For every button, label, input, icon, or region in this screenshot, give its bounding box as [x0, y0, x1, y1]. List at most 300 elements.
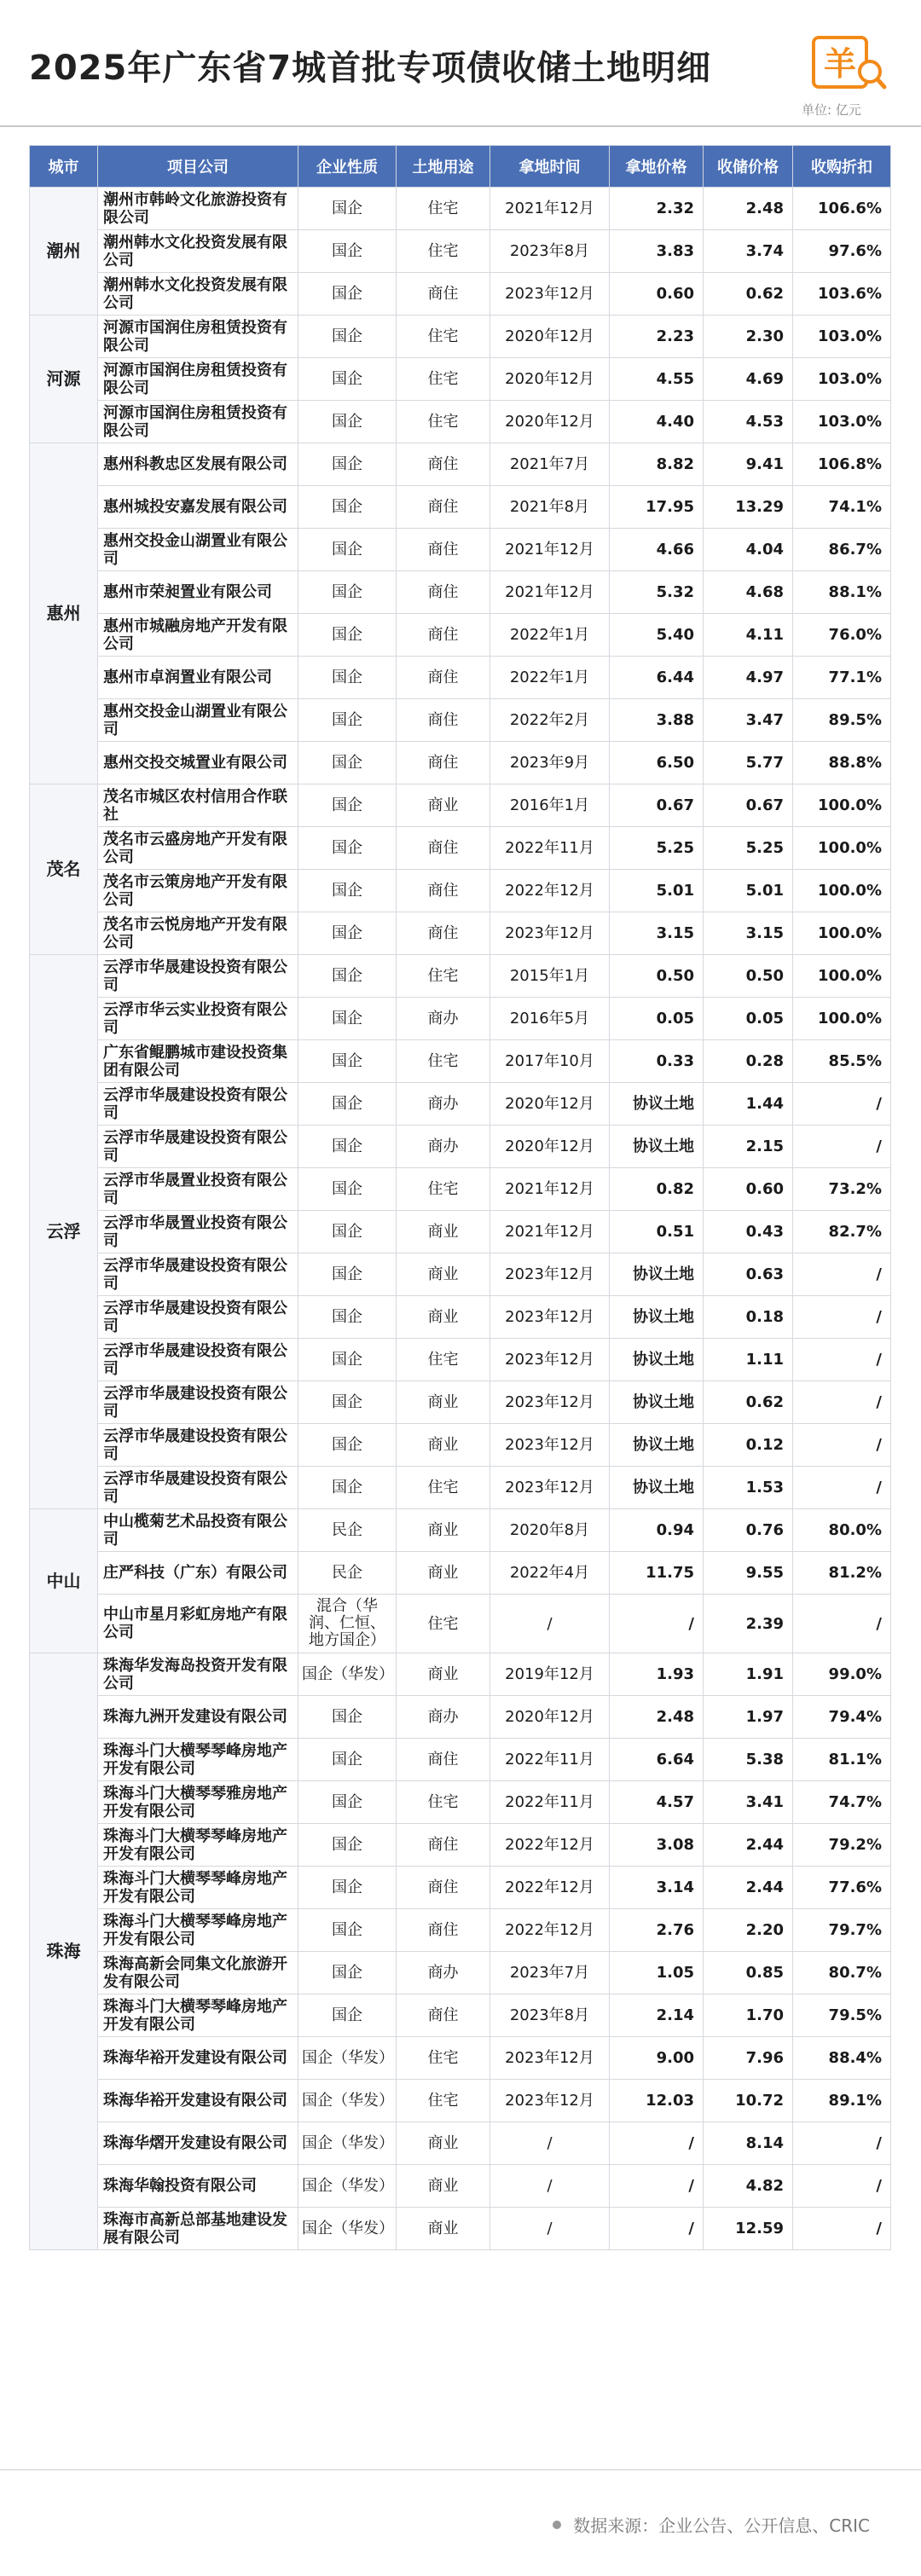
company-cell: 潮州市韩岭文化旅游投资有限公司 — [98, 188, 298, 230]
acquire-price-cell: 1.93 — [610, 1653, 704, 1696]
buyback-price-cell: 2.30 — [704, 315, 793, 358]
buyback-price-cell: 4.97 — [704, 657, 793, 699]
company-cell: 惠州交投交城置业有限公司 — [98, 742, 298, 784]
acquire-price-cell: 6.50 — [610, 742, 704, 784]
table-row — [30, 1083, 891, 1126]
acquire-time-cell: 2020年12月 — [490, 315, 610, 358]
discount-cell: 100.0% — [793, 784, 891, 827]
ownership-cell: 国企 — [298, 1739, 397, 1781]
land-use-cell: 商业 — [397, 1211, 490, 1253]
acquire-price-cell: 0.67 — [610, 784, 704, 827]
discount-cell: / — [793, 2122, 891, 2165]
buyback-price-cell: 0.63 — [704, 1253, 793, 1296]
header-discount: 收购折扣 — [793, 146, 891, 188]
acquire-time-cell: 2020年12月 — [490, 1126, 610, 1168]
company-cell: 云浮市华晟建设投资有限公司 — [98, 1296, 298, 1339]
table-row — [30, 1739, 891, 1781]
discount-cell: 99.0% — [793, 1653, 891, 1696]
land-use-cell: 住宅 — [397, 1595, 490, 1653]
table-row — [30, 443, 891, 486]
acquire-time-cell: 2023年12月 — [490, 1339, 610, 1381]
brand-logo — [810, 34, 887, 94]
acquire-time-cell: 2023年12月 — [490, 1424, 610, 1467]
acquire-price-cell: 0.05 — [610, 998, 704, 1040]
ownership-cell: 国企 — [298, 1424, 397, 1467]
buyback-price-cell: 8.14 — [704, 2122, 793, 2165]
land-use-cell: 商住 — [397, 699, 490, 742]
company-cell: 惠州交投金山湖置业有限公司 — [98, 699, 298, 742]
acquire-price-cell: / — [610, 2165, 704, 2208]
ownership-cell: 国企 — [298, 1467, 397, 1509]
company-cell: 珠海斗门大横琴琴峰房地产开发有限公司 — [98, 1994, 298, 2037]
buyback-price-cell: 1.53 — [704, 1467, 793, 1509]
ownership-cell: 国企（华发） — [298, 2122, 397, 2165]
land-use-cell: 商住 — [397, 529, 490, 571]
acquire-time-cell: 2022年1月 — [490, 657, 610, 699]
company-cell: 云浮市华晟建设投资有限公司 — [98, 1083, 298, 1126]
acquire-time-cell: 2021年7月 — [490, 443, 610, 486]
company-cell: 珠海斗门大横琴琴雅房地产开发有限公司 — [98, 1781, 298, 1824]
discount-cell: / — [793, 1253, 891, 1296]
discount-cell: / — [793, 1424, 891, 1467]
acquire-price-cell: 17.95 — [610, 486, 704, 529]
table-header-row — [30, 146, 891, 188]
land-table — [29, 145, 891, 2250]
table-row — [30, 998, 891, 1040]
acquire-time-cell: 2023年12月 — [490, 273, 610, 315]
discount-cell: 82.7% — [793, 1211, 891, 1253]
discount-cell: / — [793, 1339, 891, 1381]
table-row — [30, 1552, 891, 1595]
land-use-cell: 商住 — [397, 571, 490, 614]
header-acquire-price: 拿地价格 — [610, 146, 704, 188]
table-row — [30, 742, 891, 784]
acquire-time-cell: 2019年12月 — [490, 1653, 610, 1696]
header-acquire-time: 拿地时间 — [490, 146, 610, 188]
company-cell: 茂名市城区农村信用合作联社 — [98, 784, 298, 827]
buyback-price-cell: 2.20 — [704, 1909, 793, 1952]
ownership-cell: 国企 — [298, 699, 397, 742]
acquire-price-cell: 8.82 — [610, 443, 704, 486]
acquire-price-cell: 0.50 — [610, 955, 704, 998]
table-row — [30, 1339, 891, 1381]
acquire-price-cell: / — [610, 2208, 704, 2250]
acquire-time-cell: 2021年12月 — [490, 1211, 610, 1253]
acquire-price-cell: 3.08 — [610, 1824, 704, 1867]
land-use-cell: 商住 — [397, 1824, 490, 1867]
company-cell: 惠州科教忠区发展有限公司 — [98, 443, 298, 486]
ownership-cell: 国企 — [298, 1339, 397, 1381]
discount-cell: 103.6% — [793, 273, 891, 315]
discount-cell: / — [793, 1467, 891, 1509]
buyback-price-cell: 0.62 — [704, 1381, 793, 1424]
ownership-cell: 国企 — [298, 1867, 397, 1909]
table-row — [30, 657, 891, 699]
ownership-cell: 民企 — [298, 1552, 397, 1595]
acquire-time-cell: 2023年12月 — [490, 2080, 610, 2122]
buyback-price-cell: 1.97 — [704, 1696, 793, 1739]
buyback-price-cell: 0.67 — [704, 784, 793, 827]
ownership-cell: 国企 — [298, 571, 397, 614]
company-cell: 珠海华裕开发建设有限公司 — [98, 2080, 298, 2122]
bullet-dot-icon — [553, 2521, 561, 2529]
company-cell: 云浮市华晟建设投资有限公司 — [98, 1424, 298, 1467]
acquire-time-cell: 2022年11月 — [490, 1781, 610, 1824]
discount-cell: 100.0% — [793, 998, 891, 1040]
discount-cell: 103.0% — [793, 358, 891, 401]
land-use-cell: 商办 — [397, 1952, 490, 1994]
discount-cell: 89.1% — [793, 2080, 891, 2122]
table-row — [30, 1653, 891, 1696]
acquire-price-cell: 5.32 — [610, 571, 704, 614]
table-row — [30, 529, 891, 571]
buyback-price-cell: 2.39 — [704, 1595, 793, 1653]
discount-cell: 100.0% — [793, 870, 891, 912]
acquire-time-cell: 2021年12月 — [490, 529, 610, 571]
ownership-cell: 国企（华发） — [298, 1653, 397, 1696]
acquire-price-cell: 协议土地 — [610, 1339, 704, 1381]
buyback-price-cell: 3.15 — [704, 912, 793, 955]
land-use-cell: 住宅 — [397, 2080, 490, 2122]
table-row — [30, 2122, 891, 2165]
company-cell: 珠海市高新总部基地建设发展有限公司 — [98, 2208, 298, 2250]
discount-cell: 88.8% — [793, 742, 891, 784]
discount-cell: 103.0% — [793, 315, 891, 358]
land-use-cell: 住宅 — [397, 955, 490, 998]
buyback-price-cell: 5.38 — [704, 1739, 793, 1781]
buyback-price-cell: 9.41 — [704, 443, 793, 486]
acquire-price-cell: 2.48 — [610, 1696, 704, 1739]
discount-cell: 103.0% — [793, 401, 891, 443]
land-use-cell: 住宅 — [397, 315, 490, 358]
table-row — [30, 912, 891, 955]
discount-cell: 89.5% — [793, 699, 891, 742]
company-cell: 珠海华发海岛投资开发有限公司 — [98, 1653, 298, 1696]
company-cell: 河源市国润住房租赁投资有限公司 — [98, 358, 298, 401]
table-row — [30, 358, 891, 401]
city-cell: 珠海 — [30, 1653, 98, 2250]
acquire-time-cell: 2022年2月 — [490, 699, 610, 742]
acquire-time-cell: 2022年1月 — [490, 614, 610, 657]
acquire-time-cell: 2020年12月 — [490, 1696, 610, 1739]
table-row — [30, 870, 891, 912]
land-use-cell: 住宅 — [397, 230, 490, 273]
land-use-cell: 商业 — [397, 2165, 490, 2208]
discount-cell: 79.4% — [793, 1696, 891, 1739]
ownership-cell: 国企 — [298, 1253, 397, 1296]
table-row — [30, 401, 891, 443]
acquire-time-cell: 2021年8月 — [490, 486, 610, 529]
land-use-cell: 商住 — [397, 1739, 490, 1781]
acquire-time-cell: 2023年12月 — [490, 1253, 610, 1296]
acquire-price-cell: 0.94 — [610, 1509, 704, 1552]
buyback-price-cell: 4.69 — [704, 358, 793, 401]
table-body — [30, 188, 891, 2250]
ownership-cell: 国企（华发） — [298, 2165, 397, 2208]
ownership-cell: 国企 — [298, 486, 397, 529]
land-use-cell: 住宅 — [397, 401, 490, 443]
ownership-cell: 国企 — [298, 401, 397, 443]
company-cell: 云浮市华晟建设投资有限公司 — [98, 1253, 298, 1296]
ownership-cell: 国企 — [298, 657, 397, 699]
city-cell: 惠州 — [30, 443, 98, 784]
discount-cell: 74.1% — [793, 486, 891, 529]
ownership-cell: 国企 — [298, 358, 397, 401]
company-cell: 惠州市城融房地产开发有限公司 — [98, 614, 298, 657]
acquire-time-cell: / — [490, 1595, 610, 1653]
discount-cell: 80.7% — [793, 1952, 891, 1994]
discount-cell: 76.0% — [793, 614, 891, 657]
discount-cell: 100.0% — [793, 827, 891, 870]
company-cell: 珠海九洲开发建设有限公司 — [98, 1696, 298, 1739]
ownership-cell: 国企 — [298, 784, 397, 827]
acquire-price-cell: 4.66 — [610, 529, 704, 571]
acquire-time-cell: 2022年12月 — [490, 1824, 610, 1867]
table-row — [30, 1168, 891, 1211]
discount-cell: 106.6% — [793, 188, 891, 230]
table-row — [30, 1509, 891, 1552]
acquire-price-cell: 0.33 — [610, 1040, 704, 1083]
discount-cell: 100.0% — [793, 912, 891, 955]
land-use-cell: 商住 — [397, 742, 490, 784]
discount-cell: 79.7% — [793, 1909, 891, 1952]
company-cell: 珠海高新会同集文化旅游开发有限公司 — [98, 1952, 298, 1994]
land-use-cell: 商办 — [397, 1126, 490, 1168]
acquire-price-cell: 2.32 — [610, 188, 704, 230]
ownership-cell: 国企 — [298, 1126, 397, 1168]
acquire-time-cell: 2023年12月 — [490, 1296, 610, 1339]
table-row — [30, 315, 891, 358]
company-cell: 庄严科技（广东）有限公司 — [98, 1552, 298, 1595]
table-row — [30, 230, 891, 273]
buyback-price-cell: 4.04 — [704, 529, 793, 571]
city-cell: 云浮 — [30, 955, 98, 1509]
ownership-cell: 国企 — [298, 1696, 397, 1739]
company-cell: 珠海斗门大横琴琴峰房地产开发有限公司 — [98, 1867, 298, 1909]
table-row — [30, 699, 891, 742]
buyback-price-cell: 9.55 — [704, 1552, 793, 1595]
land-use-cell: 住宅 — [397, 1040, 490, 1083]
buyback-price-cell: 0.12 — [704, 1424, 793, 1467]
buyback-price-cell: 1.11 — [704, 1339, 793, 1381]
land-use-cell: 商住 — [397, 1994, 490, 2037]
ownership-cell: 国企 — [298, 1296, 397, 1339]
acquire-time-cell: / — [490, 2122, 610, 2165]
footer-divider — [0, 2469, 921, 2470]
buyback-price-cell: 10.72 — [704, 2080, 793, 2122]
ownership-cell: 国企 — [298, 870, 397, 912]
company-cell: 潮州韩水文化投资发展有限公司 — [98, 273, 298, 315]
acquire-time-cell: 2023年7月 — [490, 1952, 610, 1994]
table-row — [30, 1467, 891, 1509]
buyback-price-cell: 1.70 — [704, 1994, 793, 2037]
acquire-time-cell: 2016年5月 — [490, 998, 610, 1040]
discount-cell: 77.1% — [793, 657, 891, 699]
acquire-price-cell: 4.55 — [610, 358, 704, 401]
acquire-price-cell: 6.44 — [610, 657, 704, 699]
acquire-time-cell: 2021年12月 — [490, 188, 610, 230]
table-row — [30, 188, 891, 230]
acquire-time-cell: 2021年12月 — [490, 1168, 610, 1211]
discount-cell: 88.4% — [793, 2037, 891, 2080]
company-cell: 河源市国润住房租赁投资有限公司 — [98, 401, 298, 443]
land-use-cell: 商办 — [397, 998, 490, 1040]
acquire-time-cell: / — [490, 2165, 610, 2208]
discount-cell: / — [793, 1595, 891, 1653]
ownership-cell: 国企 — [298, 188, 397, 230]
acquire-price-cell: / — [610, 1595, 704, 1653]
acquire-time-cell: 2022年12月 — [490, 1909, 610, 1952]
ownership-cell: 国企 — [298, 912, 397, 955]
buyback-price-cell: 2.48 — [704, 188, 793, 230]
buyback-price-cell: 4.11 — [704, 614, 793, 657]
company-cell: 中山榄菊艺术品投资有限公司 — [98, 1509, 298, 1552]
company-cell: 珠海斗门大横琴琴峰房地产开发有限公司 — [98, 1739, 298, 1781]
table-row — [30, 571, 891, 614]
land-use-cell: 住宅 — [397, 358, 490, 401]
acquire-price-cell: 协议土地 — [610, 1253, 704, 1296]
table-row — [30, 784, 891, 827]
acquire-time-cell: 2022年11月 — [490, 827, 610, 870]
acquire-time-cell: 2023年12月 — [490, 2037, 610, 2080]
acquire-price-cell: 0.82 — [610, 1168, 704, 1211]
ownership-cell: 国企 — [298, 1994, 397, 2037]
city-cell: 潮州 — [30, 188, 98, 315]
discount-cell: 77.6% — [793, 1867, 891, 1909]
company-cell: 珠海斗门大横琴琴峰房地产开发有限公司 — [98, 1909, 298, 1952]
discount-cell: 81.1% — [793, 1739, 891, 1781]
table-row — [30, 2037, 891, 2080]
acquire-time-cell: 2023年12月 — [490, 1381, 610, 1424]
ownership-cell: 国企 — [298, 827, 397, 870]
acquire-time-cell: 2015年1月 — [490, 955, 610, 998]
acquire-price-cell: 0.51 — [610, 1211, 704, 1253]
company-cell: 中山市星月彩虹房地产有限公司 — [98, 1595, 298, 1653]
table-row — [30, 1867, 891, 1909]
table-row — [30, 1696, 891, 1739]
land-use-cell: 商业 — [397, 1509, 490, 1552]
acquire-price-cell: 5.25 — [610, 827, 704, 870]
land-use-cell: 商业 — [397, 784, 490, 827]
acquire-price-cell: 6.64 — [610, 1739, 704, 1781]
discount-cell: 97.6% — [793, 230, 891, 273]
land-use-cell: 商住 — [397, 273, 490, 315]
discount-cell: 79.2% — [793, 1824, 891, 1867]
company-cell: 惠州城投安嘉发展有限公司 — [98, 486, 298, 529]
discount-cell: 74.7% — [793, 1781, 891, 1824]
company-cell: 云浮市华晟建设投资有限公司 — [98, 1467, 298, 1509]
acquire-price-cell: / — [610, 2122, 704, 2165]
company-cell: 惠州交投金山湖置业有限公司 — [98, 529, 298, 571]
acquire-time-cell: 2023年8月 — [490, 230, 610, 273]
acquire-price-cell: 协议土地 — [610, 1381, 704, 1424]
table-row — [30, 1994, 891, 2037]
company-cell: 茂名市云盛房地产开发有限公司 — [98, 827, 298, 870]
table-row — [30, 827, 891, 870]
table-row — [30, 1211, 891, 1253]
acquire-price-cell: 协议土地 — [610, 1083, 704, 1126]
ownership-cell: 国企 — [298, 1211, 397, 1253]
land-use-cell: 商住 — [397, 486, 490, 529]
discount-cell: 81.2% — [793, 1552, 891, 1595]
table-row — [30, 2080, 891, 2122]
acquire-time-cell: 2022年4月 — [490, 1552, 610, 1595]
land-use-cell: 商业 — [397, 1253, 490, 1296]
land-use-cell: 住宅 — [397, 2037, 490, 2080]
ownership-cell: 民企 — [298, 1509, 397, 1552]
discount-cell: / — [793, 1083, 891, 1126]
table-row — [30, 1824, 891, 1867]
header-city: 城市 — [30, 146, 98, 188]
discount-cell: 79.5% — [793, 1994, 891, 2037]
ownership-cell: 国企 — [298, 443, 397, 486]
ownership-cell: 国企 — [298, 1168, 397, 1211]
table-row — [30, 486, 891, 529]
table-row — [30, 955, 891, 998]
land-use-cell: 商住 — [397, 1867, 490, 1909]
acquire-price-cell: 11.75 — [610, 1552, 704, 1595]
acquire-time-cell: 2017年10月 — [490, 1040, 610, 1083]
ownership-cell: 国企 — [298, 614, 397, 657]
acquire-time-cell: 2020年12月 — [490, 358, 610, 401]
ownership-cell: 国企 — [298, 529, 397, 571]
source-note — [553, 2512, 870, 2537]
ownership-cell: 国企 — [298, 1040, 397, 1083]
ownership-cell: 国企 — [298, 998, 397, 1040]
city-cell: 茂名 — [30, 784, 98, 955]
buyback-price-cell: 2.44 — [704, 1824, 793, 1867]
ownership-cell: 国企 — [298, 1781, 397, 1824]
land-use-cell: 商办 — [397, 1083, 490, 1126]
land-use-cell: 商业 — [397, 2122, 490, 2165]
acquire-price-cell: 4.57 — [610, 1781, 704, 1824]
land-use-cell: 住宅 — [397, 1467, 490, 1509]
buyback-price-cell: 0.05 — [704, 998, 793, 1040]
acquire-price-cell: 3.15 — [610, 912, 704, 955]
buyback-price-cell: 0.43 — [704, 1211, 793, 1253]
discount-cell: 100.0% — [793, 955, 891, 998]
buyback-price-cell: 0.60 — [704, 1168, 793, 1211]
buyback-price-cell: 13.29 — [704, 486, 793, 529]
ownership-cell: 国企 — [298, 1083, 397, 1126]
header-company: 项目公司 — [98, 146, 298, 188]
table-row — [30, 1040, 891, 1083]
header-land-use: 土地用途 — [397, 146, 490, 188]
acquire-price-cell: 12.03 — [610, 2080, 704, 2122]
buyback-price-cell: 5.01 — [704, 870, 793, 912]
acquire-time-cell: / — [490, 2208, 610, 2250]
company-cell: 茂名市云悦房地产开发有限公司 — [98, 912, 298, 955]
land-use-cell: 商业 — [397, 1296, 490, 1339]
acquire-time-cell: 2022年12月 — [490, 870, 610, 912]
company-cell: 茂名市云策房地产开发有限公司 — [98, 870, 298, 912]
land-use-cell: 住宅 — [397, 1339, 490, 1381]
company-cell: 云浮市华晟建设投资有限公司 — [98, 1381, 298, 1424]
land-use-cell: 住宅 — [397, 1781, 490, 1824]
table-row — [30, 273, 891, 315]
land-use-cell: 住宅 — [397, 188, 490, 230]
acquire-price-cell: 2.23 — [610, 315, 704, 358]
source-text: 数据来源：企业公告、公开信息、CRIC — [573, 2515, 870, 2536]
land-use-cell: 商住 — [397, 614, 490, 657]
ownership-cell: 混合（华润、仁恒、地方国企） — [298, 1595, 397, 1653]
discount-cell: / — [793, 1126, 891, 1168]
acquire-time-cell: 2016年1月 — [490, 784, 610, 827]
discount-cell: 80.0% — [793, 1509, 891, 1552]
land-use-cell: 商业 — [397, 1424, 490, 1467]
buyback-price-cell: 12.59 — [704, 2208, 793, 2250]
acquire-time-cell: 2021年12月 — [490, 571, 610, 614]
